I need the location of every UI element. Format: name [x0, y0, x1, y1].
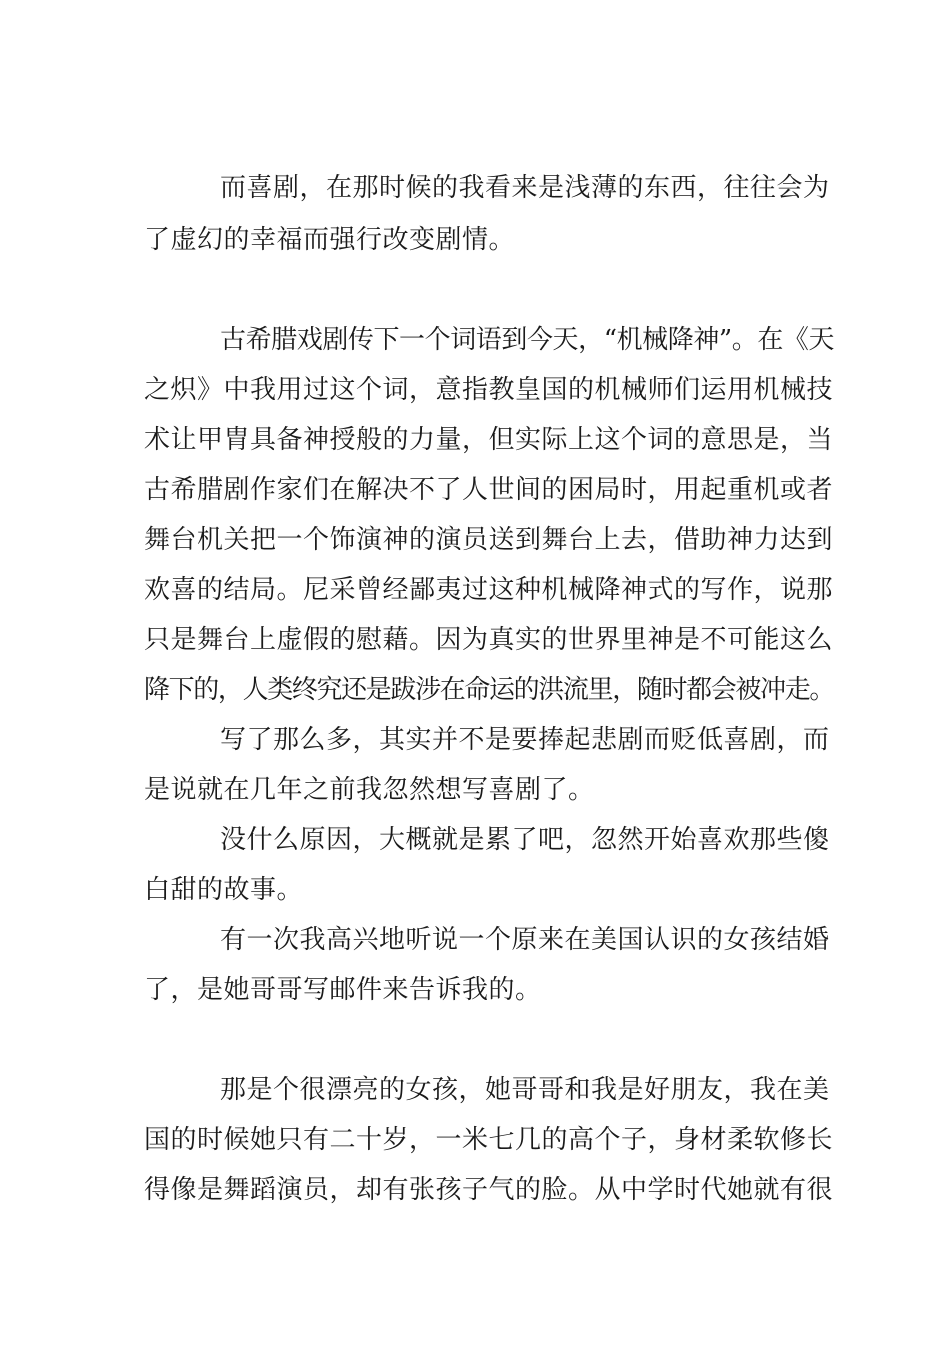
text-line: 白甜的故事。 [144, 875, 304, 905]
text-line: 了，是她哥哥写邮件来告诉我的。 [144, 975, 542, 1005]
text-line: 写了那么多，其实并不是要捧起悲剧而贬低喜剧，而 [220, 725, 830, 755]
text-line: 舞台机关把一个饰演神的演员送到舞台上去，借助神力达到 [144, 525, 834, 555]
text-line: 之炽》中我用过这个词，意指教皇国的机械师们运用机械技 [144, 375, 834, 405]
text-line: 而喜剧，在那时候的我看来是浅薄的东西，往往会为 [220, 173, 830, 203]
text-line: 国的时候她只有二十岁，一米七几的高个子，身材柔软修长 [144, 1125, 834, 1155]
text-line: 得像是舞蹈演员，却有张孩子气的脸。从中学时代她就有很 [144, 1175, 834, 1205]
text-line: 有一次我高兴地听说一个原来在美国认识的女孩结婚 [220, 925, 830, 955]
text-line: 是说就在几年之前我忽然想写喜剧了。 [144, 775, 595, 805]
text-line: 古希腊剧作家们在解决不了人世间的困局时，用起重机或者 [144, 475, 834, 505]
text-line: 没什么原因，大概就是累了吧，忽然开始喜欢那些傻 [220, 825, 830, 855]
text-line: 只是舞台上虚假的慰藉。因为真实的世界里神是不可能这么 [144, 625, 834, 655]
text-line: 了虚幻的幸福而强行改变剧情。 [144, 225, 516, 255]
text-line: 术让甲胄具备神授般的力量，但实际上这个词的意思是，当 [144, 425, 834, 455]
text-line: 古希腊戏剧传下一个词语到今天，“机械降神”。在《天 [220, 325, 835, 355]
text-line: 那是个很漂亮的女孩，她哥哥和我是好朋友，我在美 [220, 1075, 830, 1105]
text-line: 降下的，人类终究还是跋涉在命运的洪流里，随时都会被冲走。 [144, 675, 835, 705]
text-line: 欢喜的结局。尼采曾经鄙夷过这种机械降神式的写作，说那 [144, 575, 834, 605]
